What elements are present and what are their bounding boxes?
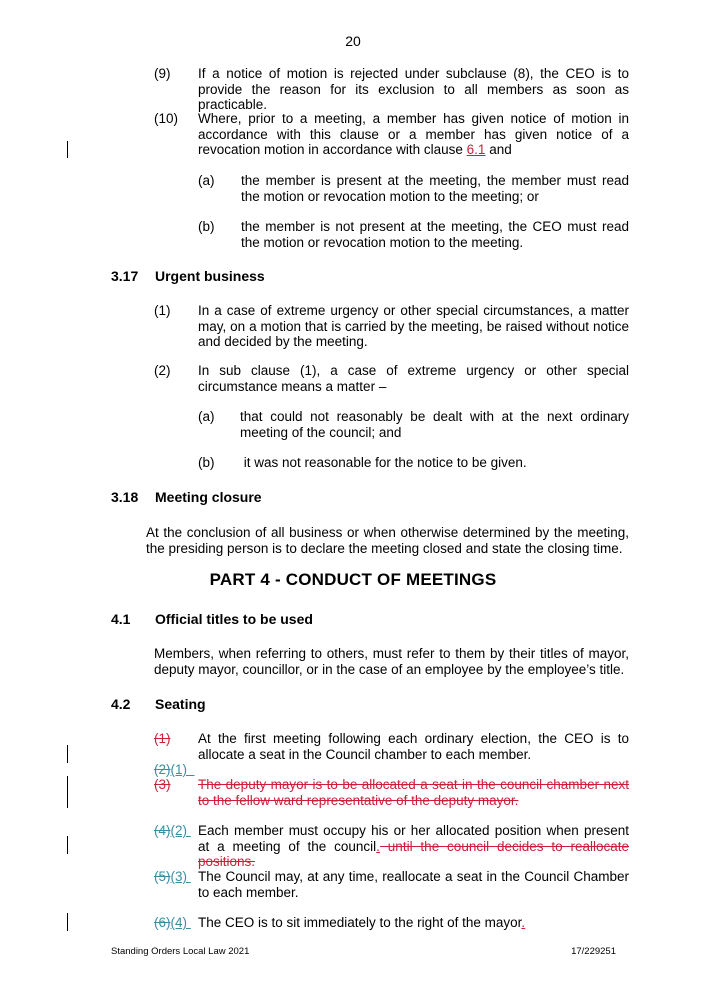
deleted-clause-number: (1): [154, 731, 171, 746]
clause-text: If a notice of motion is rejected under subclause (8), the CEO is to provide the reason for its exclusion to all members as soon as practicable.: [198, 66, 629, 112]
deleted-clause-number: (3): [154, 777, 171, 792]
subclause-letter: (b): [198, 219, 215, 234]
clause-number: (2): [154, 363, 171, 378]
change-bar: [67, 745, 68, 763]
subclause-text: the member is not present at the meeting, the CEO must read the motion or revocation motion to the meeting.: [241, 219, 629, 250]
subclause-letter: (a): [198, 409, 215, 424]
part-heading: PART 4 - CONDUCT OF MEETINGS: [209, 570, 497, 589]
section-number: 3.18: [111, 489, 139, 505]
renumbered-clause: (5)(3): [154, 869, 187, 884]
subclause-text: that could not reasonably be dealt with at the next ordinary meeting of the council; and: [240, 409, 629, 440]
renumbered-clause: (4)(2): [154, 823, 187, 838]
clause-reference-link[interactable]: 6.1: [466, 142, 486, 157]
paragraph-text: At the conclusion of all business or when otherwise determined by the meeting, the presiding person is to declare the meeting closed and state the closing time.: [146, 525, 629, 556]
clause-number: (1): [154, 303, 171, 318]
clause-text: In a case of extreme urgency or other special circumstances, a matter may, on a motion that is carried by the meeting, be raised without notice and decided by the meeting.: [198, 303, 629, 349]
change-bar: [67, 141, 68, 158]
section-number: 4.2: [111, 696, 131, 712]
subclause-letter: (a): [198, 173, 215, 188]
deleted-clause-text: The deputy mayor is to be allocated a seat in the council chamber next to the fellow ward representative of the deputy mayor.: [198, 777, 629, 808]
section-number: 4.1: [111, 611, 131, 627]
section-title: Meeting closure: [155, 489, 262, 505]
page-number: 20: [345, 33, 361, 49]
section-number: 3.17: [111, 268, 139, 284]
clause-text: Where, prior to a meeting, a member has given notice of motion in accordance with this clause or a member has given notice of a revocation motion in accordance with clause 6.1 and: [198, 111, 629, 157]
section-title: Urgent business: [155, 268, 265, 284]
paragraph-text: Members, when referring to others, must refer to them by their titles of mayor, deputy mayor, councillor, or in the case of an employee by the employee’s title.: [154, 646, 629, 677]
change-bar: [67, 776, 68, 808]
change-bar: [67, 913, 68, 931]
clause-number: (9): [154, 66, 171, 81]
footer-doc-number: 17/229251: [571, 946, 616, 957]
renumbered-clause: (6)(4): [154, 915, 187, 930]
clause-text: At the first meeting following each ordinary election, the CEO is to allocate a seat in the Council chamber to each member.: [198, 731, 629, 762]
section-title: Seating: [155, 696, 206, 712]
footer-title: Standing Orders Local Law 2021: [111, 946, 250, 957]
subclause-letter: (b): [198, 455, 215, 470]
clause-text: The Council may, at any time, reallocate a seat in the Council Chamber to each member.: [198, 869, 629, 900]
subclause-text: the member is present at the meeting, the member must read the motion or revocation motion to the meeting; or: [241, 173, 629, 204]
clause-text: The CEO is to sit immediately to the right of the mayor.: [198, 915, 526, 930]
clause-text: In sub clause (1), a case of extreme urgency or other special circumstance means a matter –: [198, 363, 629, 394]
section-title: Official titles to be used: [155, 611, 313, 627]
clause-number: (10): [154, 111, 179, 126]
change-bar: [67, 836, 68, 854]
clause-text: Each member must occupy his or her allocated position when present at a meeting of the council. until the council decides to reallocate positions.: [198, 823, 629, 869]
subclause-text: it was not reasonable for the notice to be given.: [240, 455, 527, 470]
renumbered-clause: (2)(1): [154, 762, 187, 777]
